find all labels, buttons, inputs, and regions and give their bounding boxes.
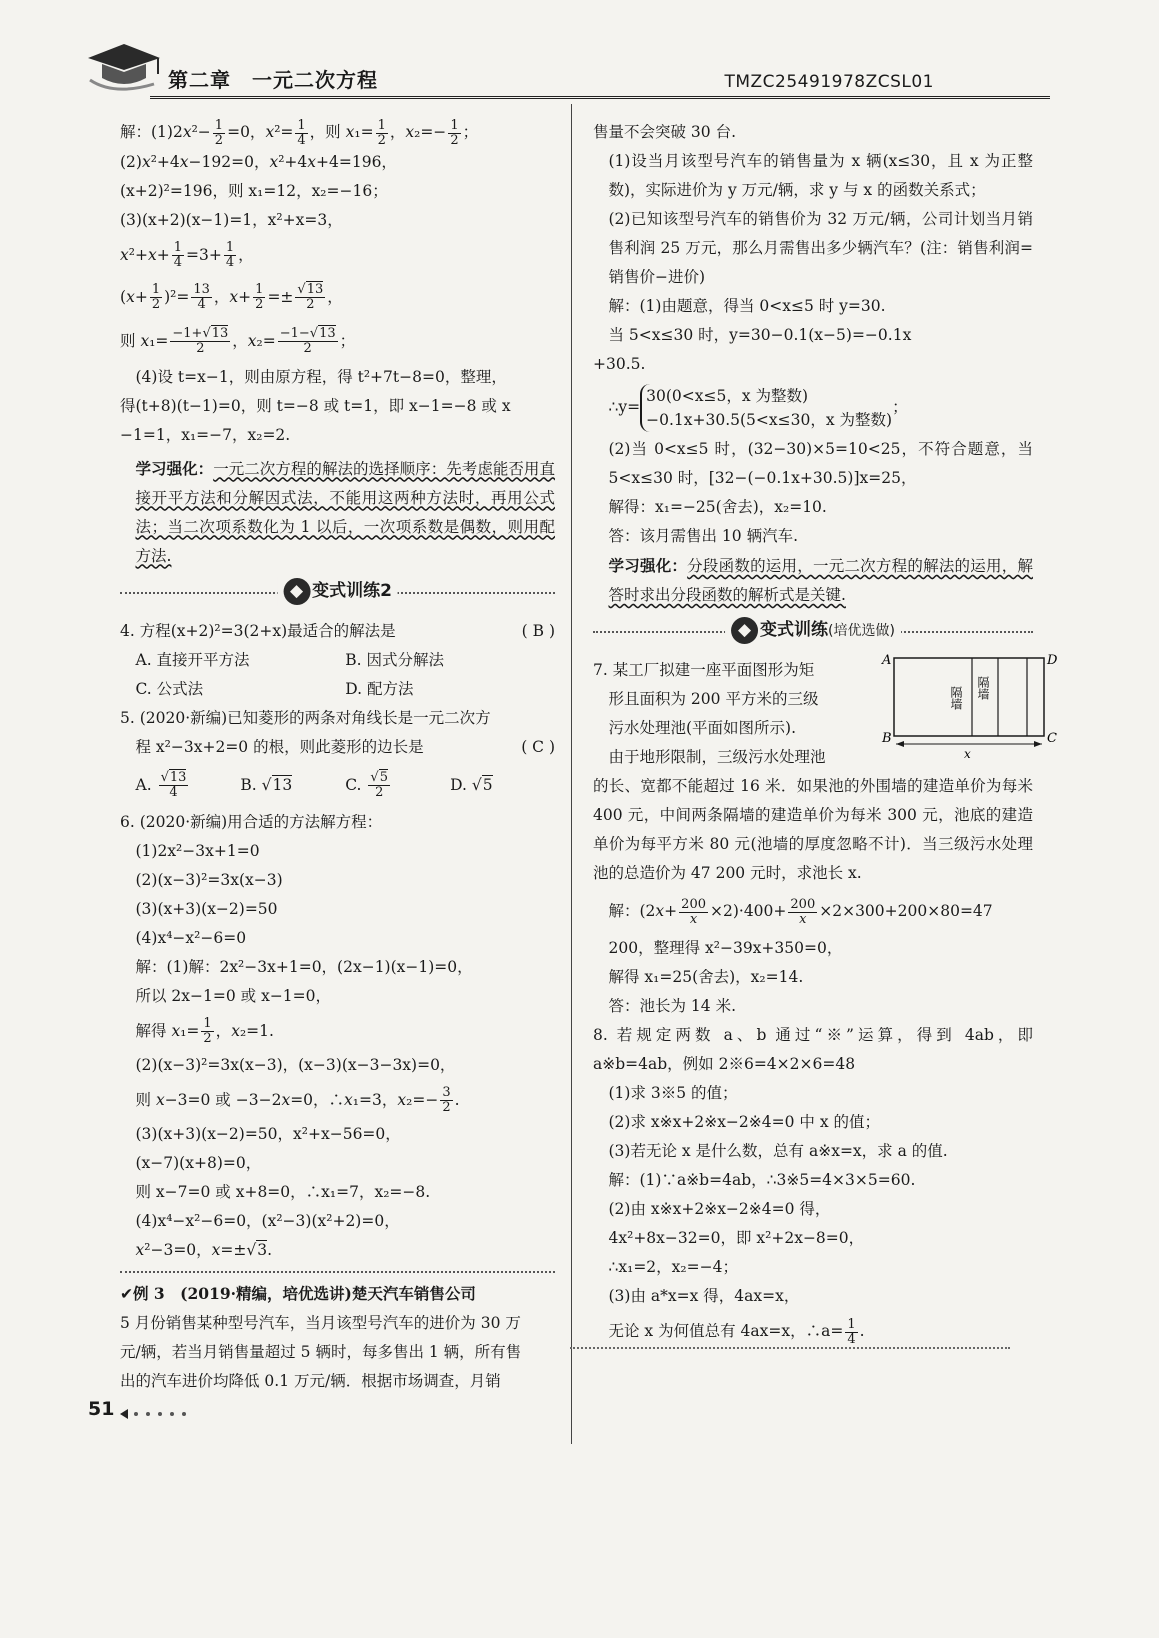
solution-line: ∴x₁=2，x₂=−4； xyxy=(608,1258,738,1276)
solution-line: (2)x²+4x−192=0，x²+4x+4=196， xyxy=(120,152,397,171)
question-6: 6. (2020·新编)用合适的方法解方程： xyxy=(120,812,383,831)
solution-line: 解：(1)解：2x²−3x+1=0，(2x−1)(x−1)=0， xyxy=(135,957,473,976)
example-text: 元/辆，若当月销售量超过 5 辆时，每多售出 1 辆，所有售 xyxy=(120,1342,522,1361)
option-b: B. 因式分解法 xyxy=(345,650,444,669)
solution-line: x²+x+ $\frac{1}{4}$ =3+ $\frac{1}{4}$ ， xyxy=(120,240,254,270)
solution-line: 答：池长为 14 米. xyxy=(608,997,737,1015)
solution-line: 所以 2x−1=0 或 x−1=0， xyxy=(135,986,332,1005)
page-arrow-icon xyxy=(120,1408,200,1420)
example-text: 售量不会突破 30 台. xyxy=(593,123,737,141)
section-banner: ◆ 变式训练2 xyxy=(120,575,555,611)
example-question: (2)已知该型号汽车的销售价为 32 万元/辆，公司计划当月销售利润 25 万元，那么月需售出多少辆汽车？(注：销售利润=销售价−进价) xyxy=(608,210,1033,286)
q6-item: (1)2x²−3x+1=0 xyxy=(135,841,260,860)
solution-line: (4)设 t=x−1，则由原方程，得 t²+7t−8=0，整理， xyxy=(135,367,507,386)
q6-item: (4)x⁴−x²−6=0 xyxy=(135,928,247,947)
q4-options xyxy=(120,646,555,675)
solution-line: 解：(1)由题意，得当 0<x≤5 时 y=30. xyxy=(608,297,886,315)
piecewise-function: ∴y= 30(0<x≤5，x 为整数) −0.1x+30.5(5<x≤30，x 为整数) ； xyxy=(593,379,1033,435)
solution-line: 解：(1)∵a※b=4ab，∴3※5=4×3×5=60. xyxy=(608,1171,916,1189)
example-text: 5 月份销售某种型号汽车，当月该型号汽车的进价为 30 万 xyxy=(120,1313,521,1332)
q4-options xyxy=(120,675,555,704)
solution-line: (2)当 0<x≤5 时，(32−30)×5=10<25，不符合题意，当 5<x≤30 时，[32−(−0.1x+30.5)]x=25， xyxy=(608,440,1033,487)
question-5: 程 x²−3x+2=0 的根，则此菱形的边长是 ( C ) xyxy=(120,733,555,762)
example-question: (1)设当月该型号汽车的销售量为 x 辆(x≤30，且 x 为正整数)，实际进价为 y 万元/辆，求 y 与 x 的函数关系式； xyxy=(608,152,1033,199)
header-rule xyxy=(150,96,1050,99)
corner-label-c: C xyxy=(1047,731,1057,746)
solution-line: (3)(x+3)(x−2)=50，x²+x−56=0， xyxy=(135,1124,401,1143)
q6-item: (2)(x−3)²=3x(x−3) xyxy=(135,870,283,889)
solution-line: 无论 x 为何值总有 4ax=x，∴a= $\frac{1}{4}$ . xyxy=(608,1316,865,1347)
solution-line: 解得：x₁=−25(舍去)，x₂=10. xyxy=(608,498,827,516)
solution-line: 解：(2x+ $\frac{200}{x}$ ×2)·400+ $\frac{200}{x}$ ×2×300+200×80=47 xyxy=(608,896,993,927)
pool-outline xyxy=(894,658,1044,736)
example-3: ✔例 3 (2019·精编，培优选讲)楚天汽车销售公司 xyxy=(120,1283,476,1303)
solution-line: (2)(x−3)²=3x(x−3)，(x−3)(x−3−3x)=0， xyxy=(135,1055,456,1074)
question-4: 4. 方程(x+2)²=3(2+x)最适合的解法是 ( B ) xyxy=(120,617,555,646)
answer-mark: ( C ) xyxy=(521,737,555,756)
solution-line: 解：(1)2x²− $\frac{1}{2}$ =0，x²= $\frac{1}{4}$ ，则 x₁= $\frac{1}{2}$ ，x₂=− $\frac{1}{2}$ ； xyxy=(120,117,479,148)
dimension-label: x xyxy=(964,747,971,761)
chapter-title: 第二章 一元二次方程 xyxy=(168,68,378,92)
divider xyxy=(120,1271,555,1273)
q6-item: (3)(x+3)(x−2)=50 xyxy=(135,899,278,918)
example-text: 出的汽车进价均降低 0.1 万元/辆．根据市场调查，月销 xyxy=(120,1371,501,1390)
solution-line: (x+ $\frac{1}{2}$ )²= $\frac{13}{4}$ ，x+ $\frac{1}{2}$ =± $\frac{√13}{2}$ ， xyxy=(120,282,343,312)
book-code: TMZC25491978ZCSL01 xyxy=(724,72,934,92)
question-8: (3)若无论 x 是什么数，总有 a※x=x，求 a 的值. xyxy=(608,1142,948,1160)
answer-mark: ( B ) xyxy=(521,621,555,640)
option-c: C. 公式法 xyxy=(135,679,204,698)
question-7: 的长、宽都不能超过 16 米．如果池的外围墙的建造单价为每米 400 元，中间两条隔墙的建造单价为每米 300 元，池底的建造单价为每平方米 80 元(池墙的厚度忽略不计)．当三级污水处理池的总造价为 47 200 元时，求池长 x. xyxy=(593,777,1033,882)
solution-line: (2)由 x※x+2※x−2※4=0 得， xyxy=(608,1200,831,1218)
question-8: (2)求 x※x+2※x−2※4=0 中 x 的值； xyxy=(608,1113,881,1131)
corner-label-b: B xyxy=(882,731,892,746)
solution-line: (3)由 a*x=x 得，4ax=x， xyxy=(608,1287,800,1305)
solution-line: x²−3=0，x=±√3. xyxy=(135,1240,273,1259)
solution-line: (x−7)(x+8)=0， xyxy=(135,1153,262,1172)
solution-line: 200，整理得 x²−39x+350=0， xyxy=(608,939,843,957)
solution-line: 解得 x₁=25(舍去)，x₂=14. xyxy=(608,968,804,986)
solution-line: 得(t+8)(t−1)=0，则 t=−8 或 t=1，即 x−1=−8 或 x xyxy=(120,396,511,415)
arrow-left-icon xyxy=(896,741,904,747)
question-7: 7. 某工厂拟建一座平面图形为矩 xyxy=(593,661,815,679)
arrow-right-icon xyxy=(1034,741,1042,747)
corner-label-d: D xyxy=(1047,653,1058,668)
question-8: 8. 若规定两数 a、b 通过“※”运算，得到 4ab，即 a※b=4ab，例如 2※6=4×2×6=48 xyxy=(593,1026,1033,1073)
solution-line: −1=1，x₁=−7，x₂=2. xyxy=(120,425,291,444)
solution-line: 解得 x₁= $\frac{1}{2}$ ，x₂=1. xyxy=(135,1016,274,1046)
pool-diagram xyxy=(880,652,1060,764)
solution-line: (4)x⁴−x²−6=0，(x²−3)(x²+2)=0， xyxy=(135,1211,400,1230)
left-column xyxy=(120,118,555,1396)
solution-line: 当 5<x≤30 时，y=30−0.1(x−5)=−0.1x xyxy=(608,326,912,344)
study-note: 学习强化：分段函数的运用，一元二次方程的解法的运用，解答时求出分段函数的解析式是关键. xyxy=(608,556,1033,604)
graduation-cap-icon xyxy=(84,40,164,96)
check-icon: ✔ xyxy=(120,1284,133,1303)
study-note: 学习强化：一元二次方程的解法的选择顺序：先考虑能否用直接开平方法和分解因式法，不能用这两种方法时，再用公式法；当二次项系数化为 1 以后，一次项系数是偶数，则用配方法. xyxy=(135,458,555,565)
wall-label: 隔墙 xyxy=(949,686,963,710)
solution-line: (x+2)²=196，则 x₁=12，x₂=−16； xyxy=(120,181,388,200)
option-d: D. 配方法 xyxy=(345,679,414,698)
solution-line: 4x²+8x−32=0，即 x²+2x−8=0， xyxy=(608,1229,865,1247)
column-divider xyxy=(571,104,572,1444)
page-number: 51 xyxy=(88,1398,115,1420)
solution-line: (3)(x+2)(x−1)=1，x²+x=3， xyxy=(120,210,343,229)
question-8: (1)求 3※5 的值； xyxy=(608,1084,738,1102)
divider xyxy=(570,1347,1010,1349)
solution-line: +30.5. xyxy=(593,355,646,373)
section-banner: ◆ 变式训练(培优选做) xyxy=(593,614,1033,650)
seal-icon: ◆ xyxy=(283,578,310,605)
solution-line: 则 x−3=0 或 −3−2x=0，∴x₁=3，x₂=− $\frac{3}{2}$ . xyxy=(135,1085,460,1115)
corner-label-a: A xyxy=(882,653,892,668)
solution-line: 答：该月需售出 10 辆汽车. xyxy=(608,527,799,545)
q5-options: A. $\frac{√13}{4}$ B. √13 C. $\frac{√5}{2}$ D. √5 xyxy=(135,770,493,800)
question-5: 5. (2020·新编)已知菱形的两条对角线长是一元二次方 xyxy=(120,708,491,727)
option-a: A. 直接开平方法 xyxy=(135,650,250,669)
page-header xyxy=(0,0,1159,110)
seal-icon: ◆ xyxy=(731,617,758,644)
solution-line: 则 x₁= $\frac{-1+√13}{2}$ ，x₂= $\frac{-1-√13}{2}$ ； xyxy=(120,326,356,356)
solution-line: 则 x−7=0 或 x+8=0，∴x₁=7，x₂=−8. xyxy=(135,1182,431,1201)
question-7: 由于地形限制，三级污水处理池 xyxy=(608,748,826,766)
question-7: 形且面积为 200 平方米的三级 xyxy=(608,690,819,708)
wall-label: 隔墙 xyxy=(976,676,990,700)
question-7: 污水处理池(平面如图所示). xyxy=(608,719,797,737)
